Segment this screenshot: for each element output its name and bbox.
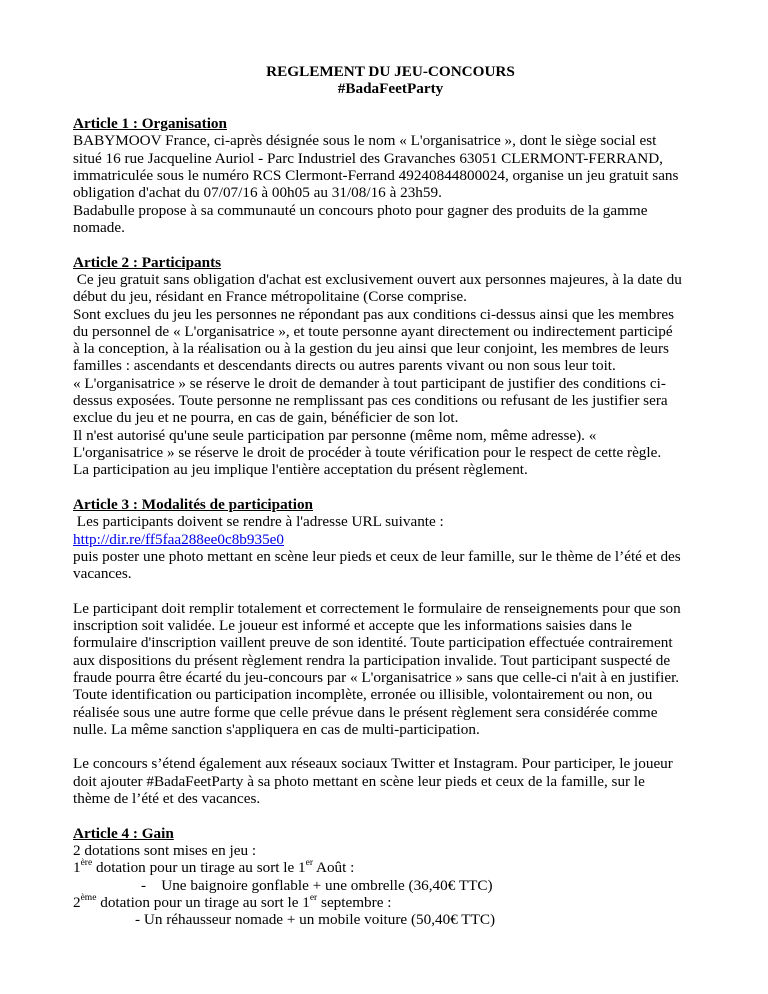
text-line: situé 16 rue Jacqueline Auriol - Parc Industriel des Gravanches 63051 CLERMONT-FERRAND,: [73, 149, 663, 167]
text-line: exclue du jeu et ne pourra, en cas de gain, bénéficier de son lot.: [73, 409, 459, 427]
text-line: La participation au jeu implique l'entière acceptation du présent règlement.: [73, 461, 528, 479]
text-line: Ce jeu gratuit sans obligation d'achat est exclusivement ouvert aux personnes majeures, à la date du: [73, 270, 682, 288]
article-3: [73, 496, 708, 807]
title-line-1: REGLEMENT DU JEU-CONCOURS: [266, 63, 515, 80]
text-line: puis poster une photo mettant en scène leur pieds et ceux de leur famille, sur le thème de l’été et des: [73, 547, 681, 565]
dotation-1-text: dotation pour un tirage au sort le 1: [92, 859, 306, 877]
dotation-2-end: septembre :: [317, 894, 392, 912]
document-title: [73, 63, 708, 98]
text-line: nulle. La même sanction s'appliquera en cas de multi-participation.: [73, 720, 480, 738]
text-line: Le concours s’étend également aux réseaux sociaux Twitter et Instagram. Pour participer, le joueur: [73, 755, 673, 773]
text-line: Sont exclues du jeu les personnes ne répondant pas aux conditions ci-dessus ainsi que les membres: [73, 305, 675, 323]
paragraph-gap: [73, 738, 708, 755]
text-line: obligation d'achat du 07/07/16 à 00h05 au 31/08/16 à 23h59.: [73, 184, 442, 202]
text-line: immatriculée sous le numéro RCS Clermont-Ferrand 49240844800024, organise un jeu gratuit sans: [73, 166, 679, 184]
text-line: L'organisatrice » se réserve le droit de procéder à toute vérification pour le respect de cette règle.: [73, 443, 662, 461]
dotation-1-line: [73, 859, 708, 876]
dotation-2-number: 2: [73, 894, 81, 912]
text-line: début du jeu, résidant en France métropolitaine (Corse comprise.: [73, 288, 467, 306]
text-line: Badabulle propose à sa communauté un concours photo pour gagner des produits de la gamme: [73, 201, 648, 219]
dotation-1-end: Août :: [313, 859, 355, 877]
article-4-heading: Article 4 : Gain: [73, 824, 174, 842]
dotation-2-line: [73, 894, 708, 911]
text-line: doit ajouter #BadaFeetParty à sa photo mettant en scène leur pieds et ceux de la famille, sur le: [73, 772, 645, 790]
dotation-2-text: dotation pour un tirage au sort le 1: [96, 894, 310, 912]
text-line: thème de l’été et des vacances.: [73, 790, 261, 808]
text-line: Il n'est autorisé qu'une seule participation par personne (même nom, même adresse). «: [73, 426, 597, 444]
text-line: nomade.: [73, 218, 125, 236]
article-4: [73, 825, 708, 929]
text-line: Toute identification ou participation incomplète, erronée ou illisible, volontairement ou non, ou: [73, 686, 653, 704]
participation-url-link[interactable]: http://dir.re/ff5faa288ee0c8b935e0: [73, 530, 285, 548]
text-line: du personnel de « L'organisatrice », et toute personne ayant directement ou indirectement participé: [73, 322, 673, 340]
text-line: BABYMOOV France, ci-après désignée sous le nom « L'organisatrice », dont le siège social est: [73, 132, 657, 150]
text-line: réalisée sous une autre forme que celle prévue dans le présent règlement sera considérée comme: [73, 703, 658, 721]
text-line: dessus exposées. Toute personne ne remplissant pas ces conditions ou refusant de les justifier sera: [73, 392, 668, 410]
paragraph-gap: [73, 583, 708, 600]
article-2: [73, 254, 708, 479]
article-1-heading: Article 1 : Organisation: [73, 115, 227, 133]
url-line: [73, 531, 708, 548]
text-line: fraude pourra être écarté du jeu-concours par « L'organisatrice » sans que celle-ci n'ait à en justifier.: [73, 669, 680, 686]
text-line: à la conception, à la réalisation ou à la gestion du jeu ainsi que leur conjoint, les membres de leurs: [73, 340, 669, 358]
dotation-1-ordinal: ère: [80, 858, 93, 869]
text-line: vacances.: [73, 565, 132, 583]
dotation-1-number: 1: [73, 859, 81, 877]
dotation-1-prize: - Une baignoire gonflable + une ombrelle (36,40€ TTC): [141, 876, 493, 894]
dotation-1-date-ordinal: er: [305, 858, 314, 869]
text-line: familles : ascendants et descendants directs ou autres parents vivant ou non sous leur toit.: [73, 357, 616, 375]
text-line: inscription soit validée. Le joueur est informé et accepte que les informations saisies dans le: [73, 617, 632, 635]
text-line: aux dispositions du présent règlement rendra la participation invalide. Tout participant suspecté de: [73, 651, 671, 669]
article-1: [73, 115, 708, 236]
dotation-2-prize: - Un réhausseur nomade + un mobile voiture (50,40€ TTC): [135, 911, 496, 929]
text-line: Le participant doit remplir totalement et correctement le formulaire de renseignements pour que son: [73, 599, 681, 617]
article-3-heading: Article 3 : Modalités de participation: [73, 496, 314, 514]
title-line-2: #BadaFeetParty: [337, 80, 444, 98]
text-line: 2 dotations sont mises en jeu :: [73, 842, 257, 860]
text-line: Les participants doivent se rendre à l'adresse URL suivante :: [73, 513, 444, 531]
dotation-2-ordinal: ème: [80, 893, 97, 903]
article-2-heading: Article 2 : Participants: [73, 253, 222, 271]
text-line: « L'organisatrice » se réserve le droit de demander à tout participant de justifier des conditions ci-: [73, 374, 666, 392]
dotation-2-date-ordinal: er: [309, 893, 318, 903]
text-line: formulaire d'inscription vaillent preuve de son identité. Toute participation effectuée contrairement: [73, 634, 673, 652]
